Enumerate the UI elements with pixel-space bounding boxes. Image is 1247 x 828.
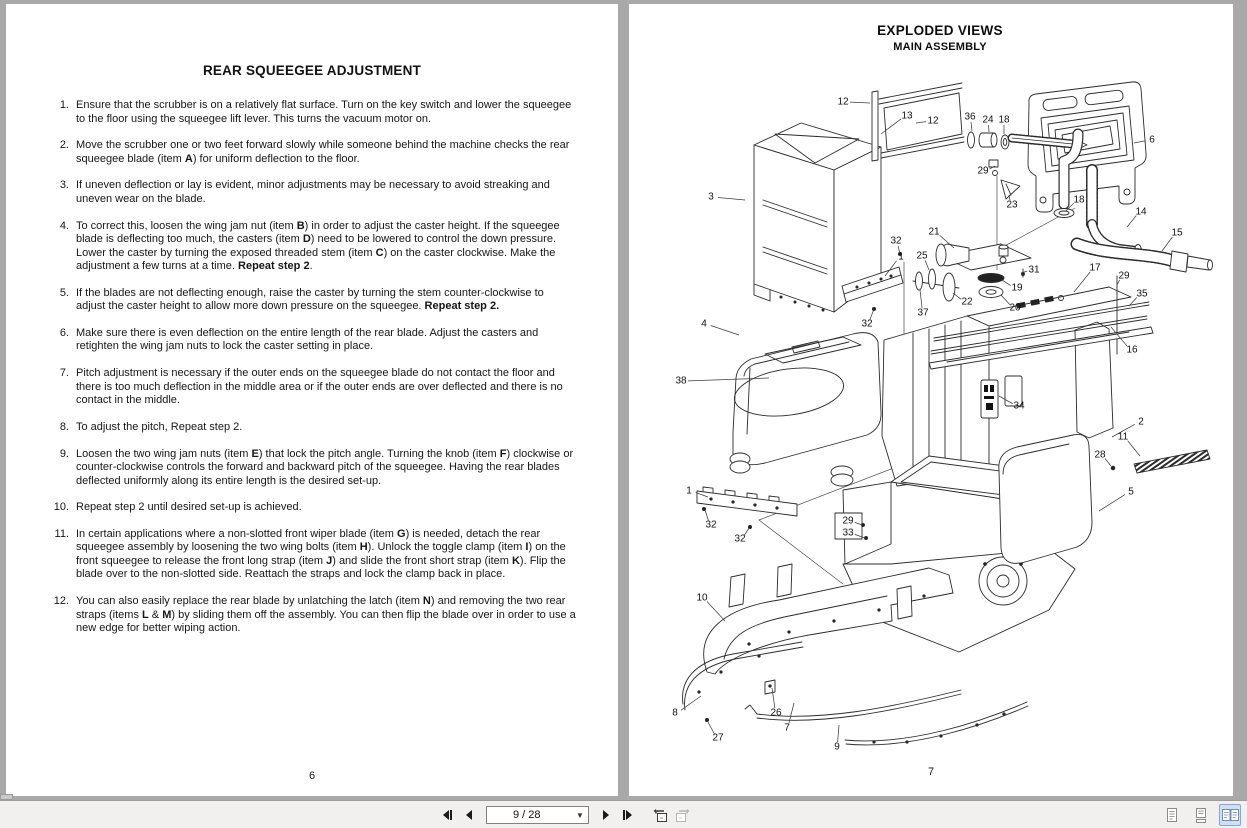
part-leader-line [1074, 272, 1090, 292]
step-text: To correct this, loosen the wing jam nut (item B) in order to adjust the caster height. If the squeegee blade is deflecting too much, the casters (item D) need to be lowered to control the down pressure. Lower the caster by turning the exposed threaded stem (item C) on the caster clockwise. Make the adjustment a few turns at a time. Repeat step 2. [76, 219, 560, 273]
part-leader-line [953, 293, 961, 299]
step-text: Make sure there is even deflection on the entire length of the rear blade. Adjust the casters and retighten the wing jam nuts to lock the caster setting in place. [76, 326, 539, 353]
part-leader-line [925, 260, 929, 270]
part-leader-line [1128, 441, 1140, 456]
previous-view-button[interactable] [649, 804, 671, 826]
part-label: 34 [1013, 400, 1025, 412]
part-label: 18 [998, 114, 1010, 126]
squeegee-frame-panels-part [872, 83, 964, 161]
first-page-icon [440, 808, 454, 822]
instruction-step [48, 595, 586, 636]
part-label: 33 [842, 527, 854, 539]
part-leader-line [1002, 280, 1011, 286]
instruction-step [48, 327, 586, 354]
step-number: 8. [59, 420, 69, 433]
part-label: 29 [1118, 270, 1130, 282]
lift-rod-part [1111, 450, 1210, 473]
instruction-step [48, 448, 586, 489]
part-label: 19 [1011, 282, 1023, 294]
part-leader-line [681, 696, 701, 710]
last-page-icon [621, 808, 635, 822]
part-label: 32 [734, 533, 746, 545]
part-leader-line [711, 325, 739, 335]
next-view-button[interactable] [671, 804, 693, 826]
previous-view-icon [652, 808, 669, 823]
step-text: Loosen the two wing jam nuts (item E) that lock the pitch angle. Turning the knob (item F) clockwise or counter-clockwise controls the forward and backward pitch of the squeegee. Having the rear blades deflected uniformly along its entire length is the desired set-up. [76, 447, 574, 487]
part-label: 13 [901, 110, 913, 122]
page-navigation-cluster [436, 805, 693, 825]
part-label: 32 [890, 235, 902, 247]
step-text: If the blades are not deflecting enough, raise the caster by turning the stem counter-clockwise to adjust the caster height to allow more down pressure on the squeegee. Repeat step 2. [76, 286, 544, 313]
part-label: 1 [898, 251, 904, 263]
instruction-step [48, 139, 586, 166]
two-page-icon [1221, 807, 1240, 823]
step-number: 3. [59, 179, 69, 192]
step-text: You can also easily replace the rear blade by unlatching the latch (item N) and removing the two rear straps (items L & M) by sliding them off the assembly. You can then flip the blade over in order to use a new edge for better wiping action. [76, 595, 576, 635]
continuous-layout-button[interactable] [1190, 804, 1212, 826]
page-number-combo [486, 806, 589, 824]
part-label: 27 [712, 732, 724, 744]
part-leader-line [1105, 459, 1111, 466]
part-label: 16 [1126, 344, 1138, 356]
part-label: 12 [837, 96, 849, 108]
part-leader-line [920, 290, 922, 308]
step-number: 10. [53, 501, 69, 514]
step-text: To adjust the pitch, Repeat step 2. [76, 420, 243, 433]
step-text: Ensure that the scrubber is on a relatively flat surface. Turn on the key switch and lower the squeegee to the floor using the squeegee lift lever. This turns the vacuum motor on. [76, 99, 572, 125]
step-text: Move the scrubber one or two feet forward slowly while someone behind the machine checks the rear squeegee blade (item A) for uniform deflection to the floor. [76, 139, 570, 165]
page-number-right: 7 [927, 766, 935, 778]
part-label: 22 [961, 296, 973, 308]
part-label: 23 [1006, 199, 1018, 211]
part-label: 11 [1117, 431, 1129, 443]
view-history-cluster [649, 804, 693, 826]
exploded-view-diagram [629, 4, 1233, 796]
part-leader-line [850, 102, 870, 103]
part-label: 26 [770, 707, 782, 719]
part-leader-line [718, 197, 745, 200]
step-number: 2. [59, 139, 69, 152]
instruction-step [48, 287, 586, 314]
instruction-step [48, 421, 586, 435]
document-page-left [6, 4, 618, 796]
step-text: In certain applications where a non-slotted front wiper blade (item G) is needed, detach the rear squeegee assembly by loosening the two wing bolts (item H). Unlock the toggle clamp (item I) on the front squeegee to release the front long strap (item J) and slide the front short strap (item K). Flip the blade over to the non-slotted side. Reattach the straps and lock the clamp back in place. [76, 527, 566, 581]
part-label: 21 [928, 226, 940, 238]
last-page-button[interactable] [617, 804, 639, 826]
part-label: 32 [861, 318, 873, 330]
viewer-toolbar [0, 800, 1247, 828]
part-label: 25 [916, 250, 928, 262]
part-label: 28 [1094, 449, 1106, 461]
continuous-pages-icon [1194, 807, 1208, 823]
step-number: 12. [53, 595, 69, 608]
part-label: 18 [1073, 194, 1085, 206]
part-label: 2 [1138, 416, 1144, 428]
next-page-button[interactable] [595, 804, 617, 826]
step-text: If uneven deflection or lay is evident, minor adjustments may be necessary to avoid streaking and uneven wear on the blade. [76, 179, 550, 205]
part-label: 12 [927, 115, 939, 127]
single-page-icon [1165, 807, 1179, 823]
instruction-steps-list [6, 99, 618, 636]
step-number: 1. [59, 99, 69, 111]
part-leader-line [1099, 495, 1125, 511]
part-label: 31 [1028, 264, 1040, 276]
step-text: Pitch adjustment is necessary if the outer ends on the squeegee blade do not contact the floor and there is too much deflection in the middle area or if the outer ends are over deflected and there is no contact in the middle. [76, 367, 563, 407]
part-label: 6 [1149, 134, 1155, 146]
step-number: 11. [54, 527, 69, 540]
previous-page-icon [462, 808, 476, 822]
step-text: Repeat step 2 until desired set-up is achieved. [76, 501, 302, 514]
main-assembly-subtitle: MAIN ASSEMBLY [893, 41, 987, 53]
instruction-step [48, 367, 586, 408]
first-page-button[interactable] [436, 804, 458, 826]
part-label: 38 [675, 375, 687, 387]
part-label: 15 [1171, 227, 1183, 239]
vacuum-hose-parts [1077, 170, 1213, 272]
part-label: 20 [1009, 302, 1021, 314]
part-label: 29 [977, 165, 989, 177]
part-label: 29 [842, 515, 854, 527]
page-number-left: 6 [308, 770, 316, 782]
step-number: 9. [59, 447, 69, 460]
next-view-icon [674, 808, 691, 823]
part-label: 10 [696, 592, 708, 604]
next-page-icon [599, 808, 613, 822]
single-page-layout-button[interactable] [1161, 804, 1183, 826]
part-label: 36 [964, 111, 976, 123]
part-label: 5 [1128, 486, 1134, 498]
part-leader-line [971, 122, 972, 131]
step-number: 6. [59, 326, 69, 339]
part-label: 24 [982, 114, 994, 126]
part-label: 7 [784, 722, 790, 734]
instruction-step [48, 528, 586, 582]
page-layout-cluster [1161, 805, 1241, 825]
two-page-layout-button[interactable] [1219, 804, 1241, 826]
part-label: 32 [705, 519, 717, 531]
part-leader-line [838, 725, 839, 742]
part-label: 17 [1089, 262, 1101, 274]
instruction-step [48, 179, 586, 206]
part-leader-line [1162, 237, 1173, 251]
part-leader-line [707, 602, 725, 621]
part-label: 9 [834, 741, 840, 753]
document-page-right [629, 4, 1233, 796]
part-label: 1 [686, 485, 692, 497]
part-label: 14 [1135, 206, 1147, 218]
page-title: REAR SQUEEGEE ADJUSTMENT [202, 63, 422, 78]
exploded-views-title: EXPLODED VIEWS [877, 23, 1003, 38]
part-label: 8 [672, 707, 678, 719]
instruction-step [48, 501, 586, 515]
step-number: 5. [59, 286, 69, 299]
step-number: 7. [59, 367, 69, 380]
part-label: 35 [1136, 288, 1148, 300]
part-label: 3 [708, 191, 714, 203]
part-label: 37 [917, 307, 929, 319]
part-label: 4 [701, 318, 707, 330]
tank-cover-part [730, 333, 881, 486]
instruction-step [48, 99, 586, 126]
step-number: 4. [59, 219, 69, 232]
previous-page-button[interactable] [458, 804, 480, 826]
instruction-step [48, 220, 586, 274]
combo-dropdown-arrow-icon[interactable]: ▼ [576, 811, 584, 820]
